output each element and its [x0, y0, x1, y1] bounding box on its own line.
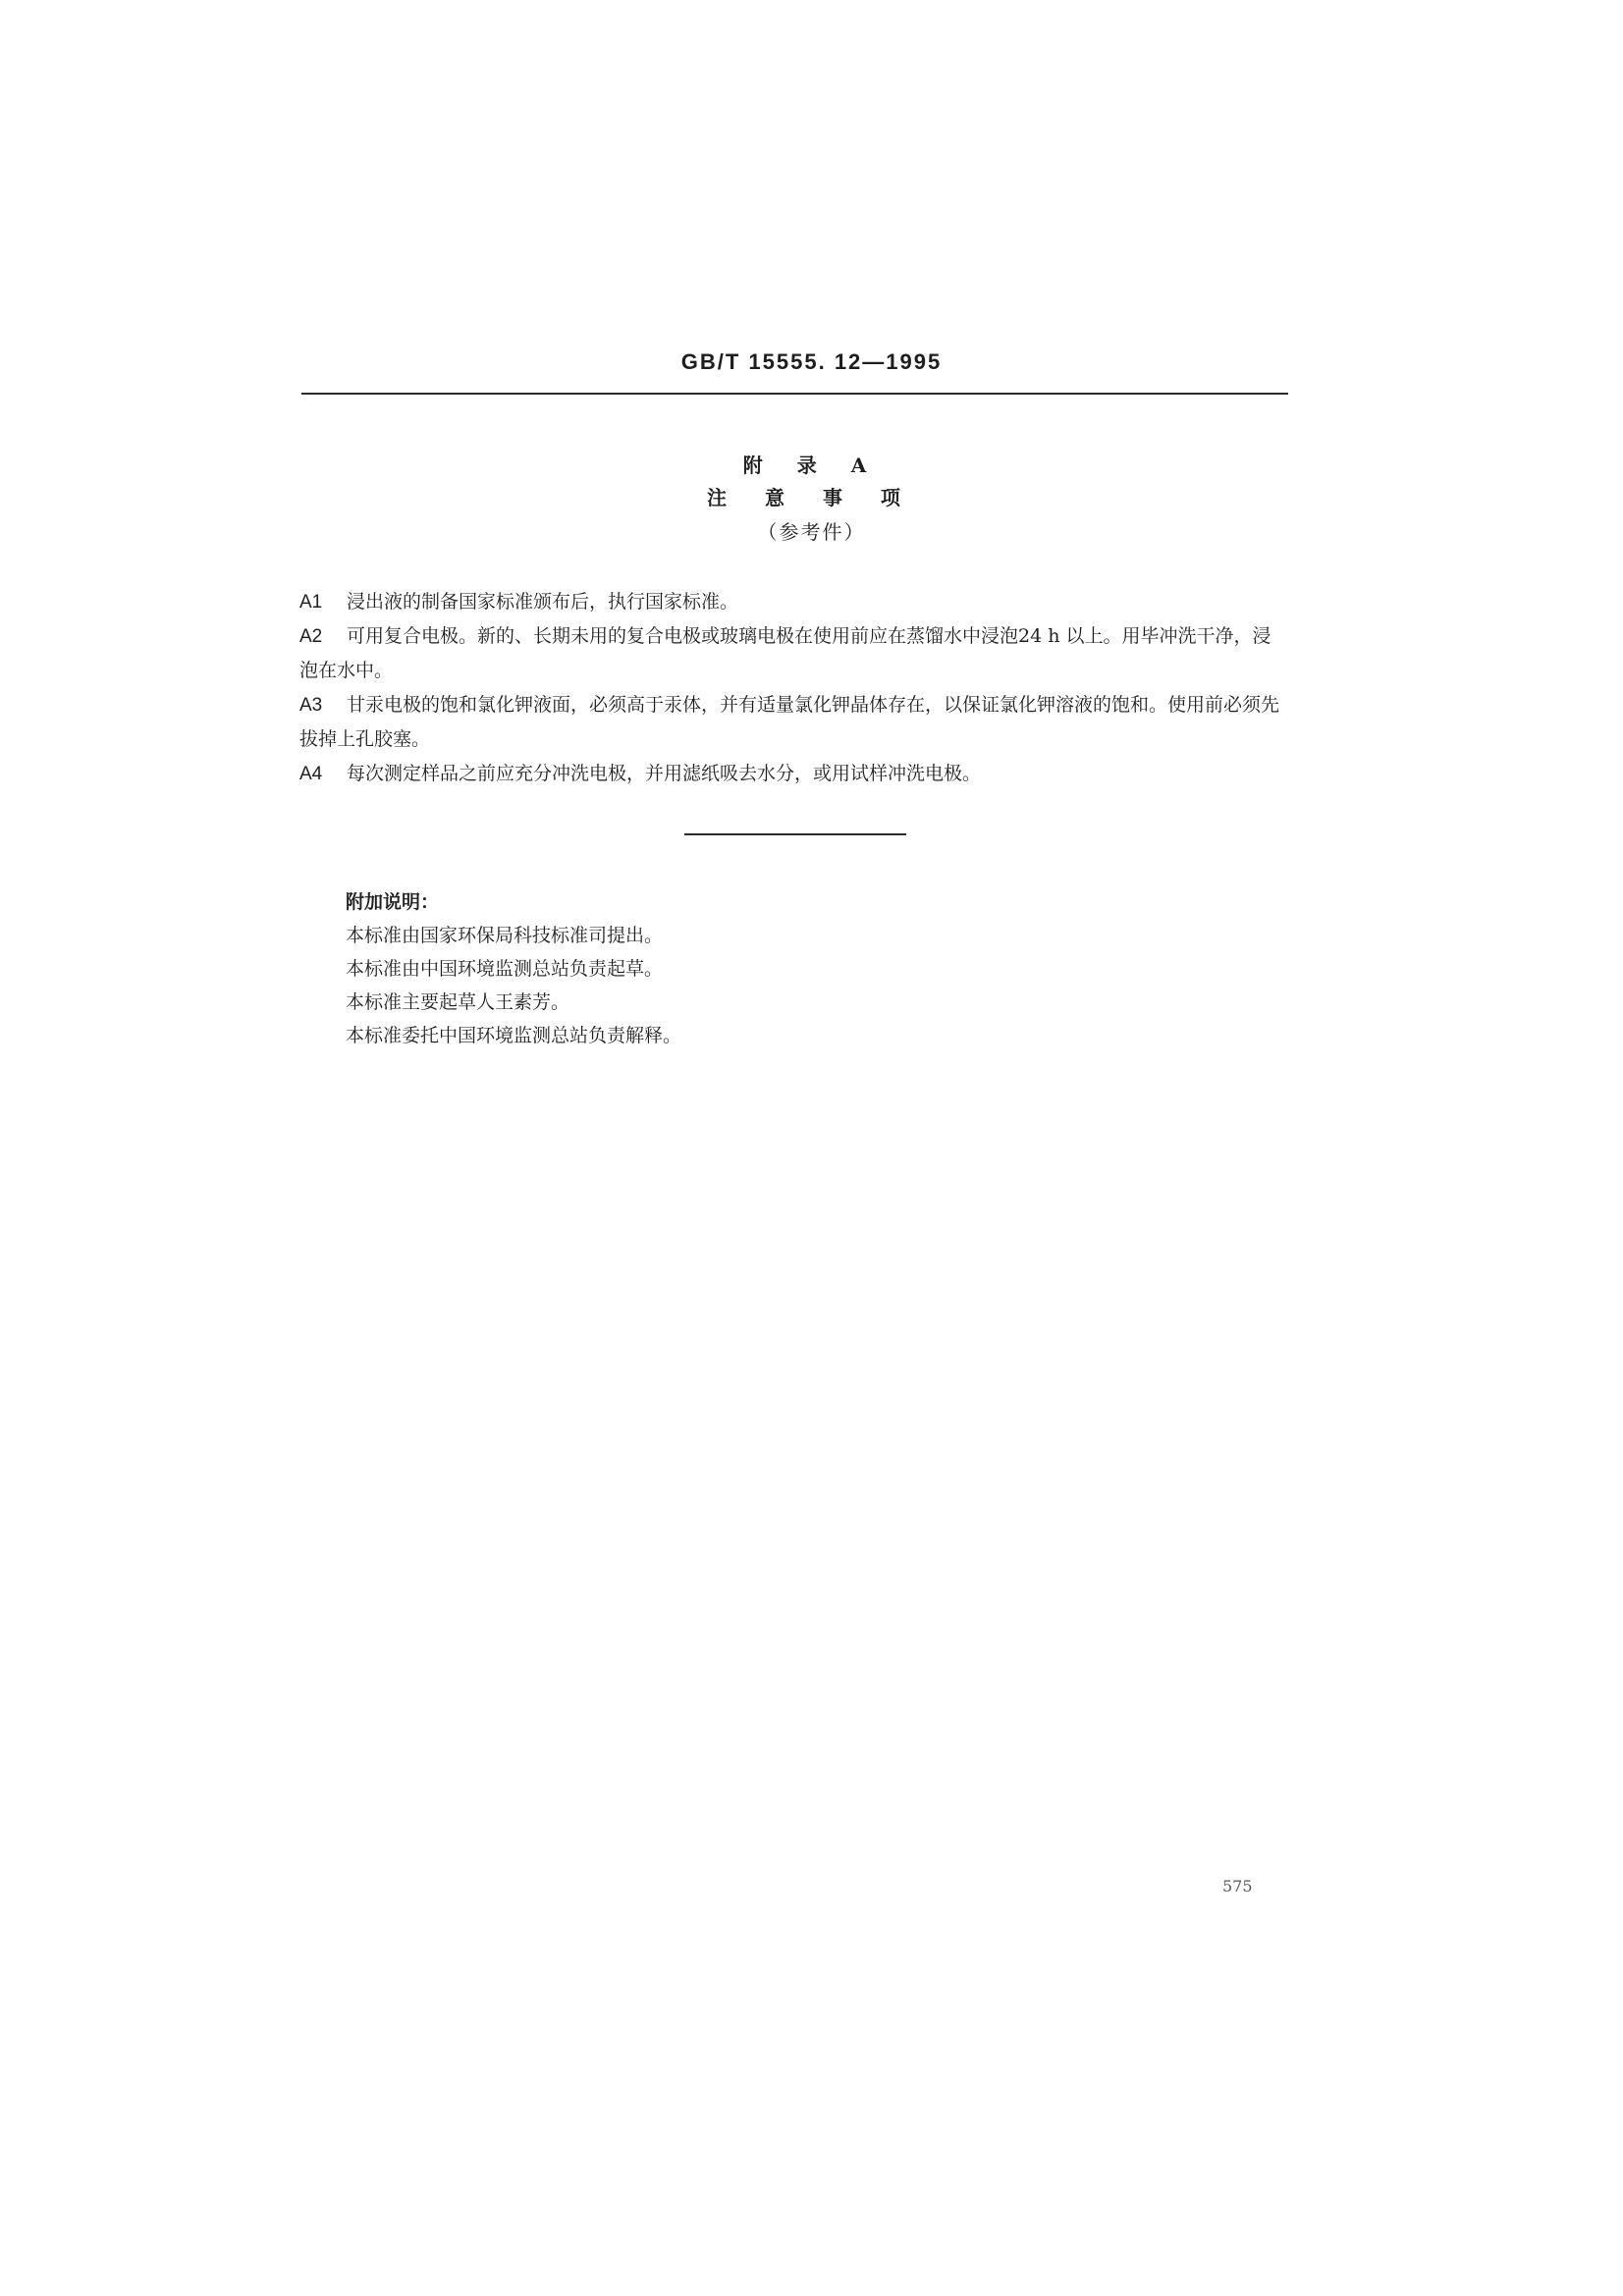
precaution-list: [299, 585, 1288, 791]
standard-number-header: GB/T 15555. 12—1995: [680, 349, 943, 374]
appendix-subtitle: 注 意 事 项: [707, 486, 916, 509]
additional-notes-title: 附加说明：: [346, 891, 440, 913]
item-text: 甘汞电极的饱和氯化钾液面，必须高于汞体，并有适量氯化钾晶体存在，以保证氯化钾溶液的饱和。使用前必须先拔掉上孔胶塞。: [299, 694, 1280, 750]
additional-note-line: 本标准由国家环保局科技标准司提出。: [346, 925, 664, 946]
additional-notes: [346, 885, 681, 1052]
item-number: A4: [299, 764, 323, 784]
precaution-item-a2: [299, 619, 1288, 688]
item-number: A1: [299, 592, 323, 613]
item-number: A2: [299, 626, 323, 647]
item-text: 每次测定样品之前应充分冲洗电极，并用滤纸吸去水分，或用试样冲洗电极。: [347, 763, 982, 784]
page-number: 575: [1222, 1877, 1253, 1896]
additional-note-line: 本标准由中国环境监测总站负责起草。: [346, 958, 664, 980]
item-text: 可用复合电极。新的、长期未用的复合电极或玻璃电极在使用前应在蒸馏水中浸泡24 h 以上。用毕冲洗干净，浸泡在水中。: [299, 625, 1271, 681]
additional-note-line: 本标准委托中国环境监测总站负责解释。: [346, 1025, 682, 1046]
item-number: A3: [299, 695, 323, 716]
precaution-item-a1: [299, 585, 1288, 619]
precaution-item-a4: [299, 757, 1288, 791]
item-text: 浸出液的制备国家标准颁布后，执行国家标准。: [347, 591, 739, 613]
section-divider: [684, 833, 906, 835]
appendix-title: 附 录 A: [742, 454, 881, 477]
appendix-note: （参考件）: [757, 520, 866, 544]
precaution-item-a3: [299, 688, 1288, 757]
header-rule: [301, 393, 1288, 395]
additional-note-line: 本标准主要起草人王素芳。: [346, 991, 570, 1013]
